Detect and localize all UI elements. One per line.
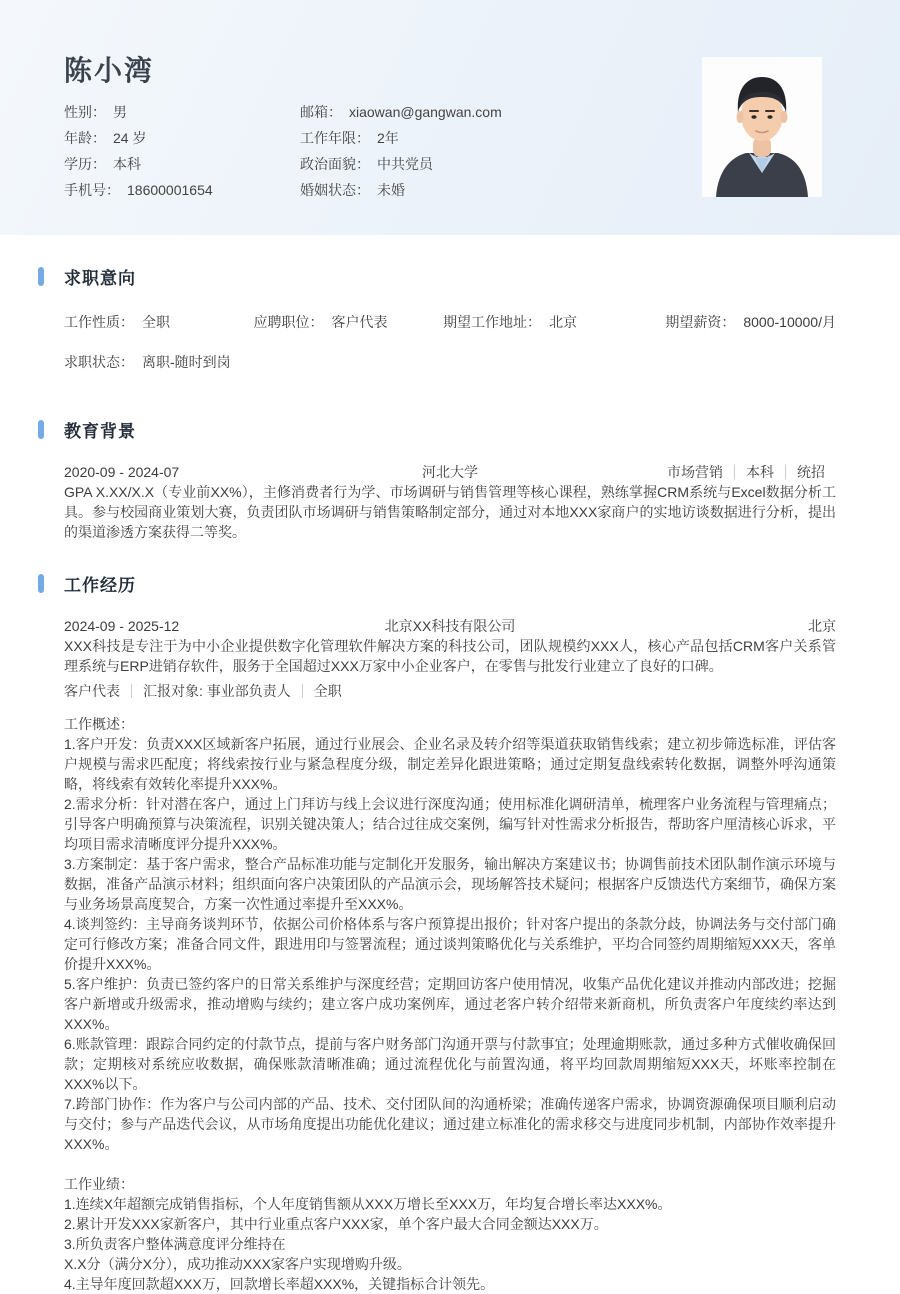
section-job-intention (64, 266, 836, 372)
education-tag: 统招 (785, 465, 836, 479)
field-label: 学历： (64, 156, 106, 172)
personal-info-field (300, 99, 502, 125)
role-tags-row (64, 683, 836, 699)
work-summary-row (64, 616, 836, 636)
work-overview-item: 1.客户开发：负责XXX区域新客户拓展，通过行业展会、企业名录及转介绍等渠道获取销售线索；建立初步筛选标准，评估客户规模与需求匹配度；将线索按行业与紧急程度分级，制定差异化跟进策略；通过定期复盘线索转化数据，调整外呼沟通策略，将线索有效转化率提升XXX%。 (64, 736, 836, 792)
section-header (64, 266, 836, 286)
field-label: 政治面貌： (300, 156, 370, 172)
work-result-line: 2.累计开发XXX家新客户，其中行业重点客户XXX家，单个客户最大合同金额达XXX万。 (64, 1216, 608, 1232)
work-overview-item: 4.谈判签约：主导商务谈判环节，依据公司价格体系与客户预算提出报价；针对客户提出的条款分歧，协调法务与交付部门确定可行修改方案；准备合同文件，跟进用印与签署流程；通过谈判策略优化与关系维护，平均合同签约周期缩短XXX天，客单价提升XXX%。 (64, 916, 836, 972)
personal-info-left-column (64, 99, 300, 203)
intention-field (443, 312, 665, 332)
field-label: 期望薪资： (665, 314, 736, 330)
work-result-line: X.X分（满分X分），成功推动XXX家客户实现增购升级。 (64, 1256, 411, 1272)
field-label: 期望工作地址： (443, 314, 542, 330)
section-work-experience (64, 573, 836, 1294)
personal-info-field (64, 125, 300, 151)
personal-info-field (300, 125, 502, 151)
education-tag: 本科 (734, 465, 785, 479)
work-results-heading: 工作业绩： (64, 1176, 134, 1192)
section-title: 教育背景 (64, 421, 136, 441)
field-label: 求职状态： (64, 354, 134, 370)
work-overview-item: 3.方案制定：基于客户需求，整合产品标准功能与定制化开发服务，输出解决方案建议书；协调售前技术团队制作演示环境与数据，准备产品演示材料；组织面向客户决策团队的产品演示会，现场解答技术疑问；根据客户反馈迭代方案细节，确保方案与业务场景高度契合，方案一次性通过率提升至XXX%。 (64, 856, 836, 912)
work-company: 北京XX科技有限公司 (384, 618, 516, 634)
personal-info-field (64, 151, 300, 177)
field-value: 北京 (549, 314, 578, 330)
field-value: 8000-10000/月 (743, 314, 836, 330)
field-label: 邮箱： (300, 104, 342, 120)
field-value: 2年 (377, 130, 399, 146)
intention-field (64, 352, 255, 372)
field-value: 18600001654 (127, 182, 213, 198)
work-result-line: 1.连续X年超额完成销售指标，个人年度销售额从XXX万增长至XXX万，年均复合增长率达XXX%。 (64, 1196, 672, 1212)
education-period: 2020-09 - 2024-07 (64, 464, 180, 480)
education-tag: 市场营销 (667, 464, 723, 480)
field-value: 未婚 (377, 182, 405, 198)
personal-info-right-column (300, 99, 502, 203)
intention-row-2 (64, 352, 836, 372)
work-overview-items (64, 734, 836, 1154)
work-overview-heading: 工作概述： (64, 716, 134, 732)
field-value: 本科 (113, 156, 141, 172)
role-tag: 全职 (302, 684, 353, 698)
field-value: 24 岁 (113, 130, 147, 146)
field-value: 客户代表 (331, 314, 388, 330)
field-value: 离职-随时到岗 (142, 354, 231, 370)
education-description: GPA X.XX/X.X（专业前XX%），主修消费者行为学、市场调研与销售管理等核心课程，熟练掌握CRM系统与Excel数据分析工具。参与校园商业策划大赛，负责团队市场调研与销售策略制定部分，通过对本地XXX家商户的实地访谈数据进行分析，提出的渠道渗透方案获得二等奖。 (64, 484, 836, 540)
education-tags (667, 465, 836, 479)
work-period: 2024-09 - 2025-12 (64, 618, 180, 634)
company-intro: XXX科技是专注于为中小企业提供数字化管理软件解决方案的科技公司，团队规模约XXX人，核心产品包括CRM客户关系管理系统与ERP进销存软件，服务于全国超过XXX万家中小企业客户，在零售与批发行业建立了良好的口碑。 (64, 638, 836, 674)
section-header (64, 419, 836, 439)
work-overview (64, 714, 836, 1154)
personal-info-field (300, 151, 502, 177)
field-label: 工作年限： (300, 130, 370, 146)
field-label: 应聘职位： (253, 314, 324, 330)
resume-body (0, 266, 900, 1294)
field-label: 性别： (64, 104, 106, 120)
field-value: 中共党员 (377, 156, 433, 172)
personal-info-field (64, 99, 300, 125)
id-photo (702, 57, 822, 197)
section-title: 求职意向 (64, 268, 136, 288)
personal-info-field (64, 177, 300, 203)
education-summary-row (64, 462, 836, 482)
intention-field (64, 312, 254, 332)
section-accent-bar (38, 574, 44, 593)
field-label: 婚姻状态： (300, 182, 370, 198)
work-overview-item: 7.跨部门协作：作为客户与公司内部的产品、技术、交付团队间的沟通桥梁；准确传递客户需求，协调资源确保项目顺利启动与交付；参与产品迭代会议，从市场角度提出功能优化建议；通过建立标准化的需求移交与进度同步机制，内部协作效率提升XXX%。 (64, 1096, 836, 1152)
section-accent-bar (38, 267, 44, 286)
field-label: 手机号： (64, 182, 120, 198)
role-tag: 汇报对象: 事业部负责人 (131, 684, 302, 698)
work-location: 北京 (808, 618, 836, 634)
personal-info-field (300, 177, 502, 203)
work-result-line: 4.主导年度回款超XXX万，回款增长率超XXX%，关键指标合计领先。 (64, 1276, 495, 1292)
section-title: 工作经历 (64, 575, 136, 595)
work-overview-item: 5.客户维护：负责已签约客户的日常关系维护与深度经营；定期回访客户使用情况，收集产品优化建议并推动内部改进；挖掘客户新增或升级需求，推动增购与续约；建立客户成功案例库，通过老客户转介绍带来新商机，所负责客户年度续约率达到XXX%。 (64, 976, 836, 1032)
work-overview-item: 6.账款管理：跟踪合同约定的付款节点，提前与客户财务部门沟通开票与付款事宜；处理逾期账款，通过多种方式催收确保回款；定期核对系统应收数据，确保账款清晰准确；通过流程优化与前置沟通，将平均回款周期缩短XXX天，坏账率控制在XXX%以下。 (64, 1036, 836, 1092)
field-label: 工作性质： (64, 314, 134, 330)
role-tags (64, 684, 353, 698)
role-tag: 客户代表 (64, 683, 120, 699)
portrait-illustration (702, 57, 822, 197)
section-header (64, 573, 836, 593)
field-value: 全职 (142, 314, 170, 330)
section-accent-bar (38, 420, 44, 439)
candidate-name: 陈小湾 (64, 55, 155, 86)
work-result-line: 3.所负责客户整体满意度评分维持在 (64, 1236, 286, 1252)
field-value: 男 (113, 104, 127, 120)
resume-header (0, 0, 900, 235)
education-school: 河北大学 (422, 464, 478, 480)
work-results-lines (64, 1194, 836, 1294)
intention-field (254, 312, 444, 332)
intention-field (665, 312, 836, 332)
field-label: 年龄： (64, 130, 106, 146)
section-education (64, 419, 836, 542)
intention-row-1 (64, 312, 836, 332)
work-results (64, 1174, 836, 1294)
field-value: xiaowan@gangwan.com (349, 104, 502, 120)
work-overview-item: 2.需求分析：针对潜在客户，通过上门拜访与线上会议进行深度沟通；使用标准化调研清单，梳理客户业务流程与管理痛点；引导客户明确预算与决策流程，识别关键决策人；结合过往成交案例，编写针对性需求分析报告，帮助客户厘清核心诉求，平均项目需求清晰度评分提升XXX%。 (64, 796, 836, 852)
